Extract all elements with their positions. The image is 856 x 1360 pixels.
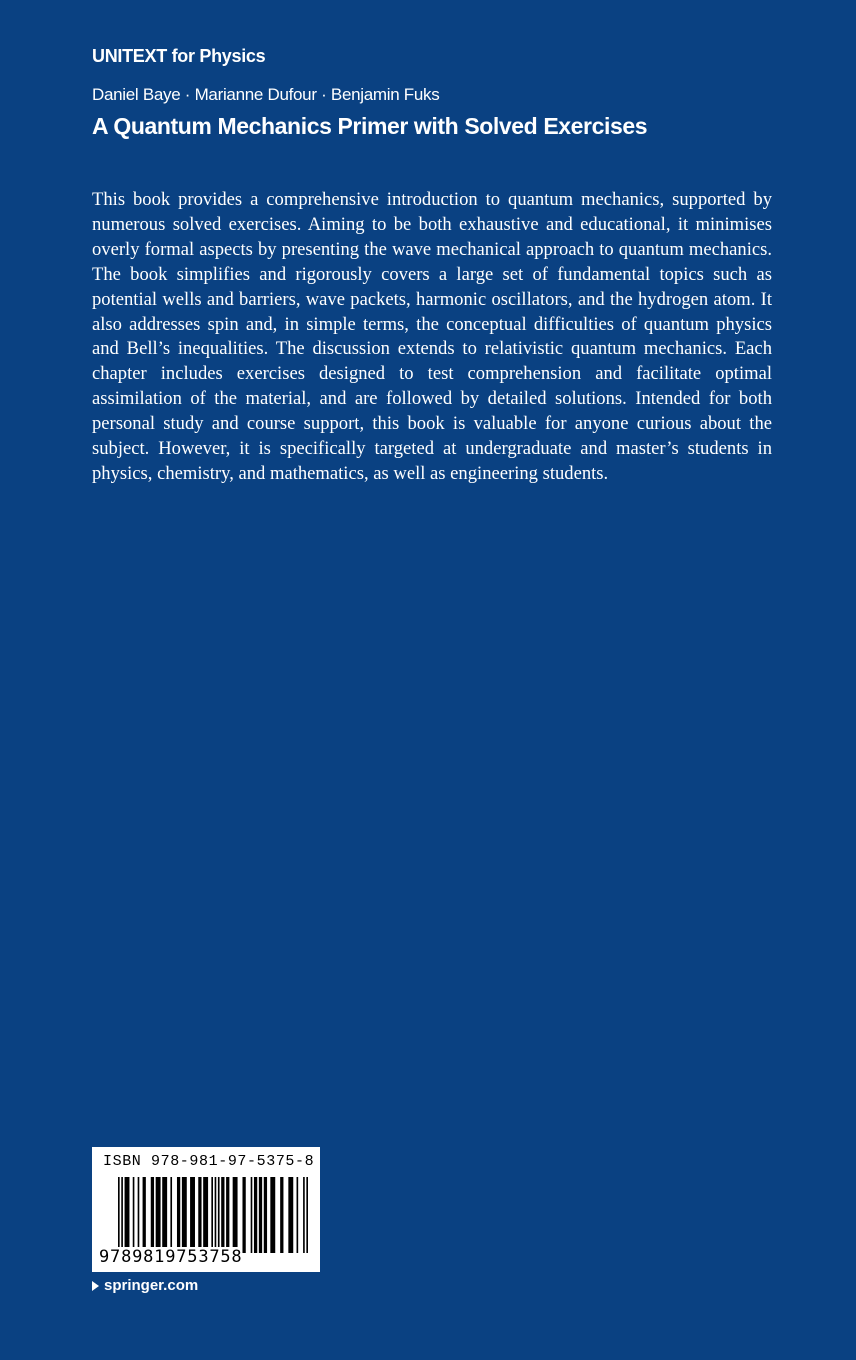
barcode-bar (177, 1177, 180, 1253)
arrow-right-icon (92, 1281, 99, 1291)
barcode-bar (182, 1177, 187, 1253)
barcode-bar (211, 1177, 213, 1253)
isbn-barcode (92, 1147, 320, 1272)
publisher-link-label: springer.com (104, 1277, 199, 1294)
book-title: A Quantum Mechanics Primer with Solved Exercises (92, 113, 648, 139)
barcode-bar (218, 1177, 220, 1253)
publisher-link[interactable] (92, 1277, 198, 1294)
barcode-bar (251, 1177, 253, 1253)
barcode-bar (303, 1177, 305, 1253)
barcode-bar (162, 1177, 167, 1253)
barcode-bar (264, 1177, 267, 1253)
barcode-bar (221, 1177, 224, 1253)
barcode-bar (254, 1177, 257, 1253)
barcode-bars (118, 1177, 308, 1253)
barcode-bar (118, 1177, 120, 1253)
barcode-bar (226, 1177, 229, 1253)
barcode-bar (203, 1177, 208, 1253)
barcode-bar (170, 1177, 172, 1253)
barcode-digits: 9789819753758 (99, 1247, 243, 1267)
barcode-bar (280, 1177, 283, 1253)
barcode-bar (297, 1177, 299, 1253)
authors: Daniel Baye · Marianne Dufour · Benjamin Fuks (92, 85, 440, 104)
barcode-bar (270, 1177, 275, 1253)
isbn-label: ISBN 978-981-97-5375-8 (103, 1153, 315, 1170)
barcode-bar (215, 1177, 217, 1253)
barcode-bar (138, 1177, 140, 1253)
barcode-bar (143, 1177, 146, 1253)
barcode-bar (190, 1177, 195, 1253)
barcode-bar (306, 1177, 308, 1253)
barcode-bar (233, 1177, 238, 1253)
barcode-bar (242, 1177, 245, 1253)
barcode-bar (198, 1177, 201, 1253)
barcode-bar (156, 1177, 161, 1253)
series-name: UNITEXT for Physics (92, 46, 266, 66)
barcode-bar (259, 1177, 262, 1253)
barcode-bar (125, 1177, 130, 1253)
barcode-bar (121, 1177, 123, 1253)
barcode-bar (133, 1177, 135, 1253)
barcode-bar (151, 1177, 154, 1253)
book-description: This book provides a comprehensive introduction to quantum mechanics, supported by numerous solved exercises. Aiming to be both exhaustive and educational, it minimises overly formal aspects by presenting the wave mechanical approach to quantum mechanics. The book simplifies and rigorously covers a large set of fundamental topics such as potential wells and barriers, wave packets, harmonic oscillators, and the hydrogen atom. It also addresses spin and, in simple terms, the conceptual difficulties of quantum physics and Bell’s inequalities. The discussion extends to relativistic quantum mechanics. Each chapter includes exercises designed to test comprehension and facilitate optimal assimilation of the material, and are followed by detailed solutions. Intended for both personal study and course support, this book is valuable for anyone curious about the subject. However, it is specifically targeted at undergraduate and master’s students in physics, chemistry, and mathematics, as well as engineering students. (92, 189, 772, 484)
barcode-bar (288, 1177, 293, 1253)
